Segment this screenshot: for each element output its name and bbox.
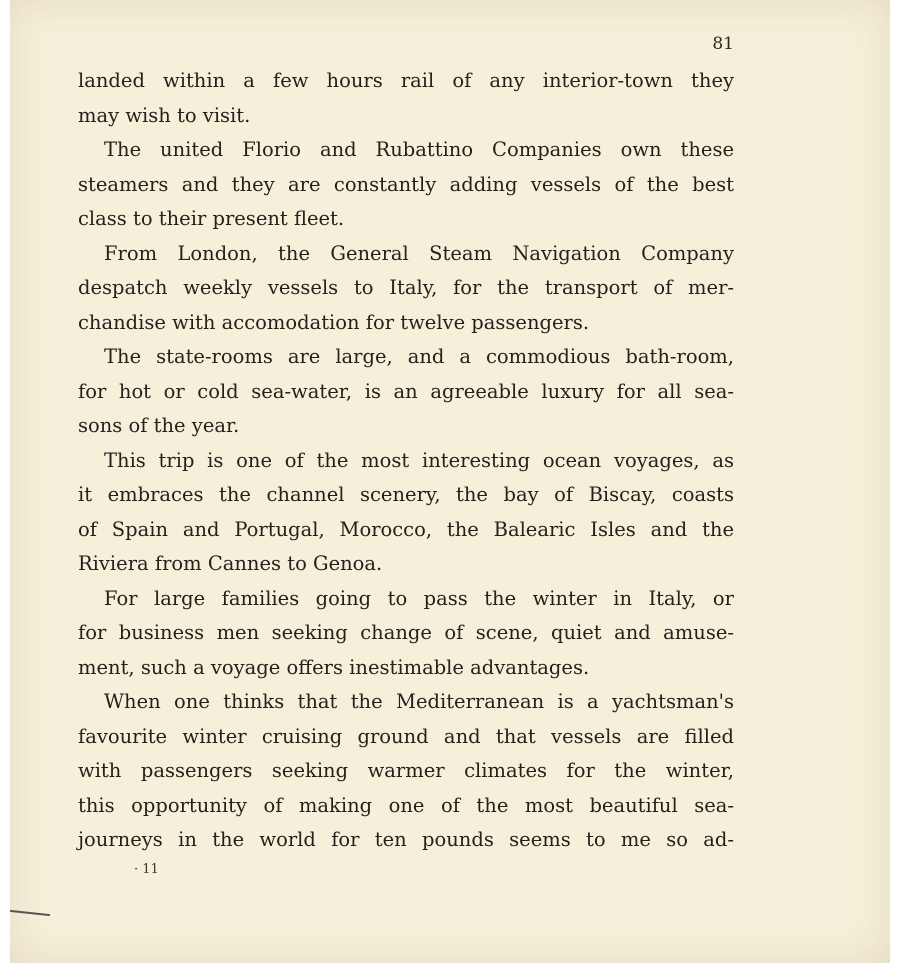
text-line: journeys in the world for ten pounds seems to me so ad- xyxy=(78,828,734,851)
text-line: for hot or cold sea-water, is an agreeable luxury for all sea- xyxy=(78,379,734,403)
text-line: Riviera from Cannes to Genoa. xyxy=(78,552,383,575)
text-line: class to their present fleet. xyxy=(78,207,345,230)
text-line: this opportunity of making one of the most beautiful sea- xyxy=(78,793,734,817)
text-line: steamers and they are constantly adding vessels of the best xyxy=(78,172,734,196)
text-line: From London, the General Steam Navigation Company xyxy=(104,241,734,265)
text-line: The state-rooms are large, and a commodious bath-room, xyxy=(104,345,734,368)
body-text xyxy=(78,64,734,858)
text-line: for business men seeking change of scene, quiet and amuse- xyxy=(78,621,734,644)
text-line: landed within a few hours rail of any interior-town they xyxy=(78,69,734,92)
text-line: This trip is one of the most interesting ocean voyages, as xyxy=(104,448,734,472)
text-line: sons of the year. xyxy=(78,414,240,437)
text-line: with passengers seeking warmer climates for the winter, xyxy=(78,759,734,782)
book-page xyxy=(10,0,890,963)
text-line: of Spain and Portugal, Morocco, the Balearic Isles and the xyxy=(78,517,734,541)
text-line: ment, such a voyage offers inestimable advantages. xyxy=(78,655,590,679)
text-line: The united Florio and Rubattino Companies own these xyxy=(104,138,734,161)
text-line: chandise with accomodation for twelve passengers. xyxy=(78,310,590,334)
text-line: favourite winter cruising ground and that vessels are filled xyxy=(78,724,734,748)
text-line: For large families going to pass the winter in Italy, or xyxy=(104,586,734,610)
margin-mark xyxy=(10,910,50,916)
page-number: 81 xyxy=(712,34,734,54)
text-line: it embraces the channel scenery, the bay of Biscay, coasts xyxy=(78,483,734,506)
text-line: may wish to visit. xyxy=(78,103,251,127)
text-line: When one thinks that the Mediterranean is a yachtsman's xyxy=(104,690,734,713)
text-line: despatch weekly vessels to Italy, for the transport of mer- xyxy=(78,276,734,299)
signature-mark: · 11 xyxy=(134,862,159,877)
